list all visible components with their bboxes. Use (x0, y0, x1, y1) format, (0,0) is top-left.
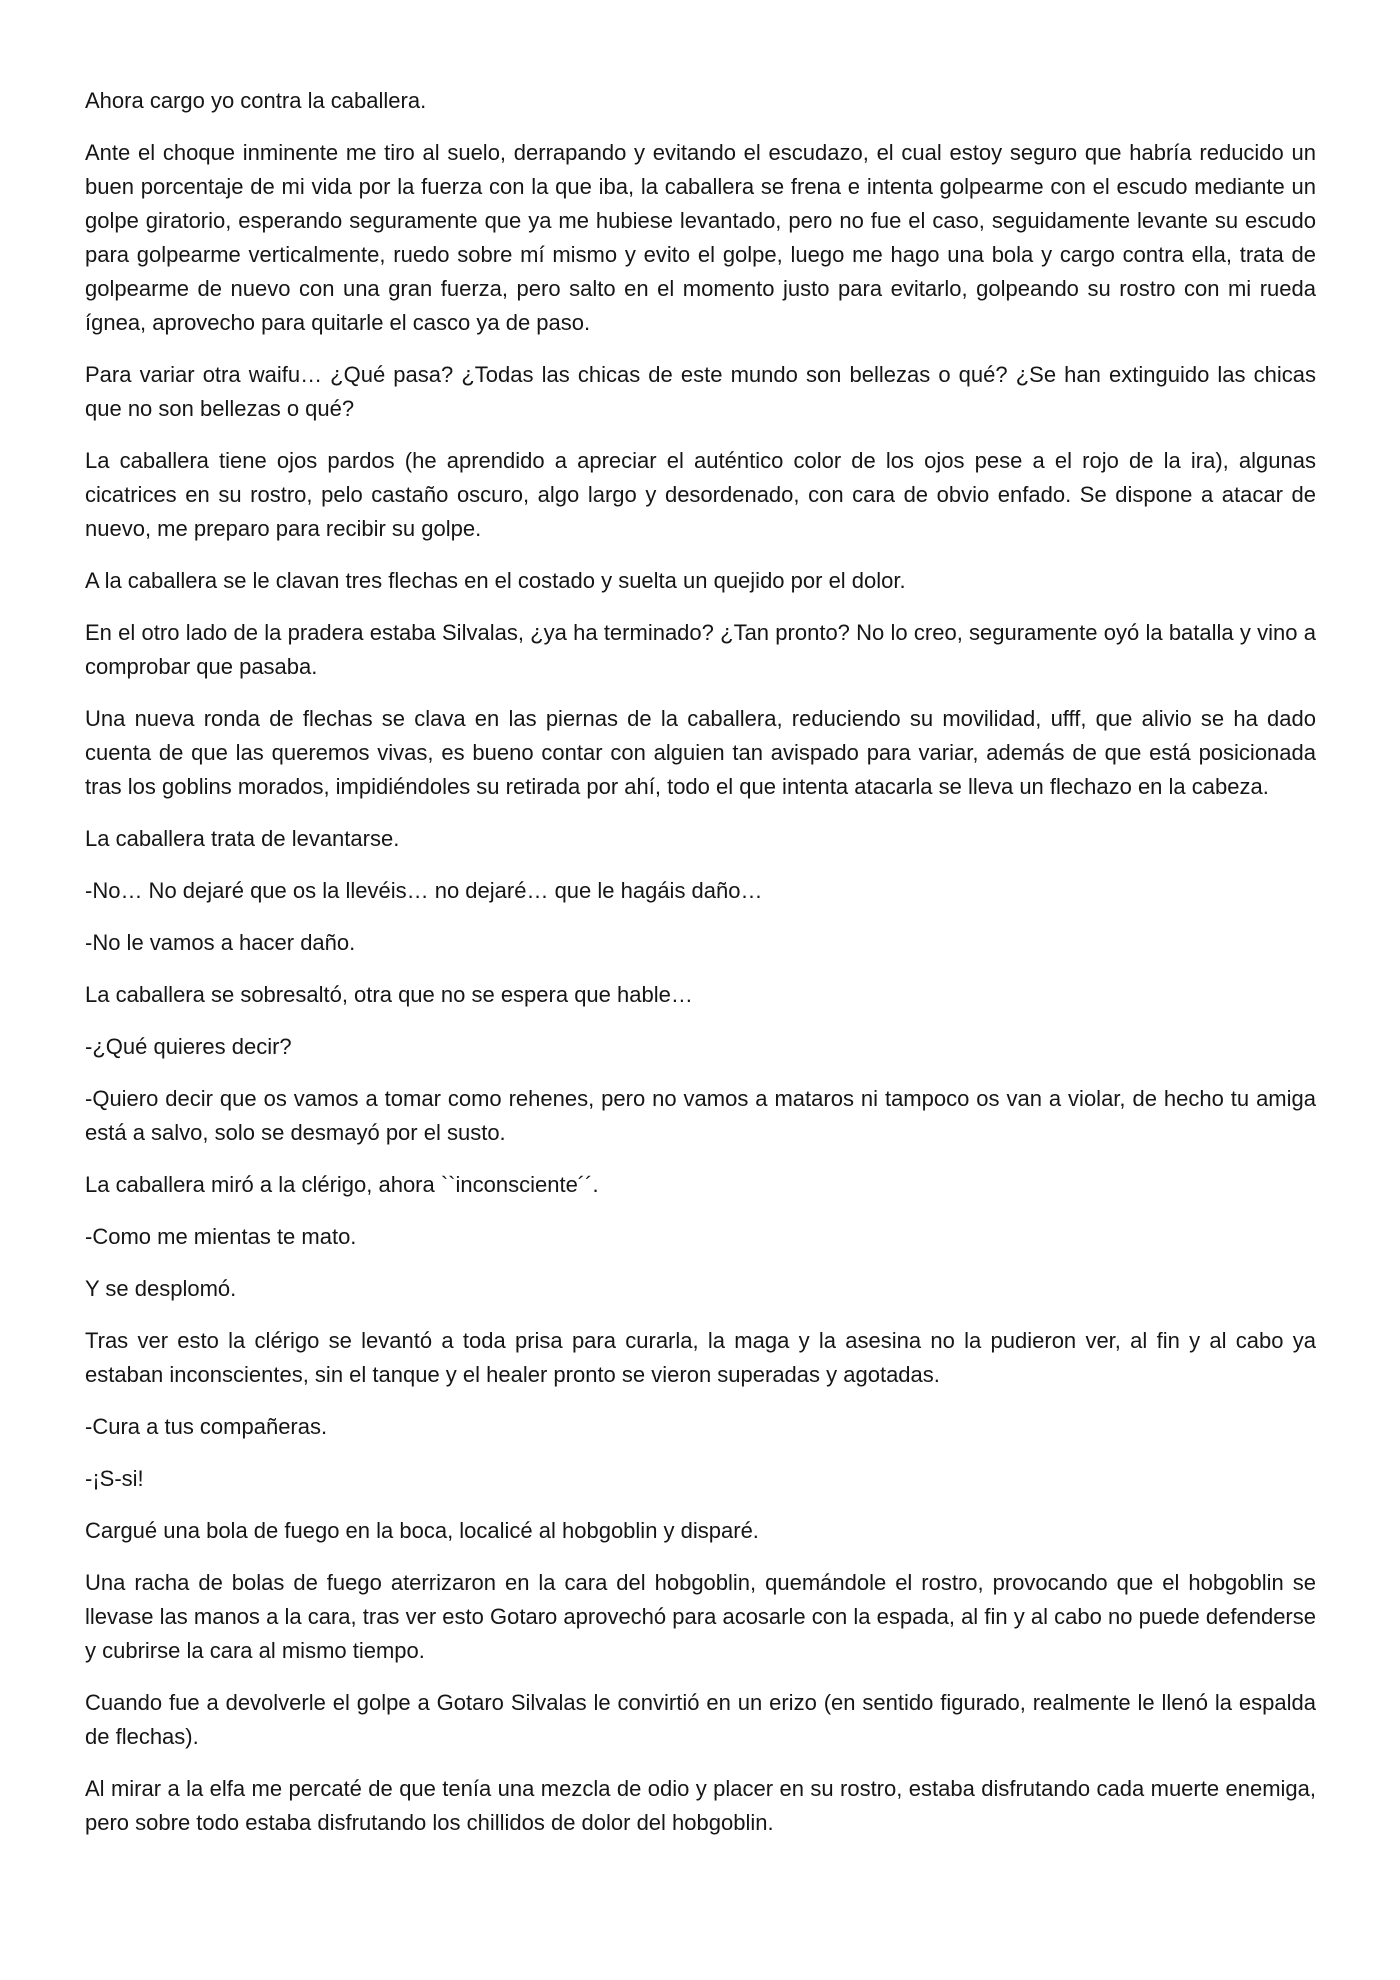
paragraph: Para variar otra waifu… ¿Qué pasa? ¿Todas las chicas de este mundo son bellezas o qué? ¿Se han extinguido las chicas que no son bellezas o qué? (85, 362, 1316, 421)
paragraph: -No le vamos a hacer daño. (85, 930, 356, 955)
paragraph: Ante el choque inminente me tiro al suelo, derrapando y evitando el escudazo, el cual estoy seguro que habría reducido un buen porcentaje de mi vida por la fuerza con la que iba, la caballera se frena e intenta golpearme con el escudo mediante un golpe giratorio, esperando seguramente que ya me hubiese levantado, pero no fue el caso, seguidamente levante su escudo para golpearme verticalmente, ruedo sobre mí mismo y evito el golpe, luego me hago una bola y cargo contra ella, trata de golpearme de nuevo con una gran fuerza, pero salto en el momento justo para evitarlo, golpeando su rostro con mi rueda ígnea, aprovecho para quitarle el casco ya de paso. (85, 140, 1316, 335)
paragraph: Tras ver esto la clérigo se levantó a toda prisa para curarla, la maga y la asesina no la pudieron ver, al fin y al cabo ya estaban inconscientes, sin el tanque y el healer pronto se vieron superadas y agotadas. (85, 1328, 1316, 1387)
paragraph: Una racha de bolas de fuego aterrizaron en la cara del hobgoblin, quemándole el rostro, provocando que el hobgoblin se llevase las manos a la cara, tras ver esto Gotaro aprovechó para acosarle con la espada, al fin y al cabo no puede defenderse y cubrirse la cara al mismo tiempo. (85, 1570, 1316, 1663)
paragraph: La caballera se sobresaltó, otra que no se espera que hable… (85, 982, 693, 1007)
paragraph: La caballera trata de levantarse. (85, 826, 400, 851)
paragraph: -¡S-si! (85, 1466, 144, 1491)
paragraph: Cargué una bola de fuego en la boca, localicé al hobgoblin y disparé. (85, 1518, 759, 1543)
paragraph: -Cura a tus compañeras. (85, 1414, 328, 1439)
paragraph: En el otro lado de la pradera estaba Silvalas, ¿ya ha terminado? ¿Tan pronto? No lo creo, seguramente oyó la batalla y vino a comprobar que pasaba. (85, 620, 1316, 679)
paragraph: -Como me mientas te mato. (85, 1224, 357, 1249)
paragraph: Cuando fue a devolverle el golpe a Gotaro Silvalas le convirtió en un erizo (en sentido figurado, realmente le llenó la espalda de flechas). (85, 1690, 1316, 1749)
paragraph: Y se desplomó. (85, 1276, 237, 1301)
document-page (85, 84, 1316, 1858)
paragraph: La caballera tiene ojos pardos (he aprendido a apreciar el auténtico color de los ojos pese a el rojo de la ira), algunas cicatrices en su rostro, pelo castaño oscuro, algo largo y desordenado, con cara de obvio enfado. Se dispone a atacar de nuevo, me preparo para recibir su golpe. (85, 448, 1316, 541)
paragraph: -¿Qué quieres decir? (85, 1034, 292, 1059)
paragraph: La caballera miró a la clérigo, ahora ``inconsciente´´. (85, 1172, 599, 1197)
paragraph: -No… No dejaré que os la llevéis… no dejaré… que le hagáis daño… (85, 878, 763, 903)
paragraph: Al mirar a la elfa me percaté de que tenía una mezcla de odio y placer en su rostro, estaba disfrutando cada muerte enemiga, pero sobre todo estaba disfrutando los chillidos de dolor del hobgoblin. (85, 1776, 1316, 1835)
paragraph: A la caballera se le clavan tres flechas en el costado y suelta un quejido por el dolor. (85, 568, 906, 593)
paragraph: Ahora cargo yo contra la caballera. (85, 88, 427, 113)
paragraph: Una nueva ronda de flechas se clava en las piernas de la caballera, reduciendo su movilidad, ufff, que alivio se ha dado cuenta de que las queremos vivas, es bueno contar con alguien tan avispado para variar, además de que está posicionada tras los goblins morados, impidiéndoles su retirada por ahí, todo el que intenta atacarla se lleva un flechazo en la cabeza. (85, 706, 1316, 799)
paragraph: -Quiero decir que os vamos a tomar como rehenes, pero no vamos a mataros ni tampoco os van a violar, de hecho tu amiga está a salvo, solo se desmayó por el susto. (85, 1086, 1316, 1145)
